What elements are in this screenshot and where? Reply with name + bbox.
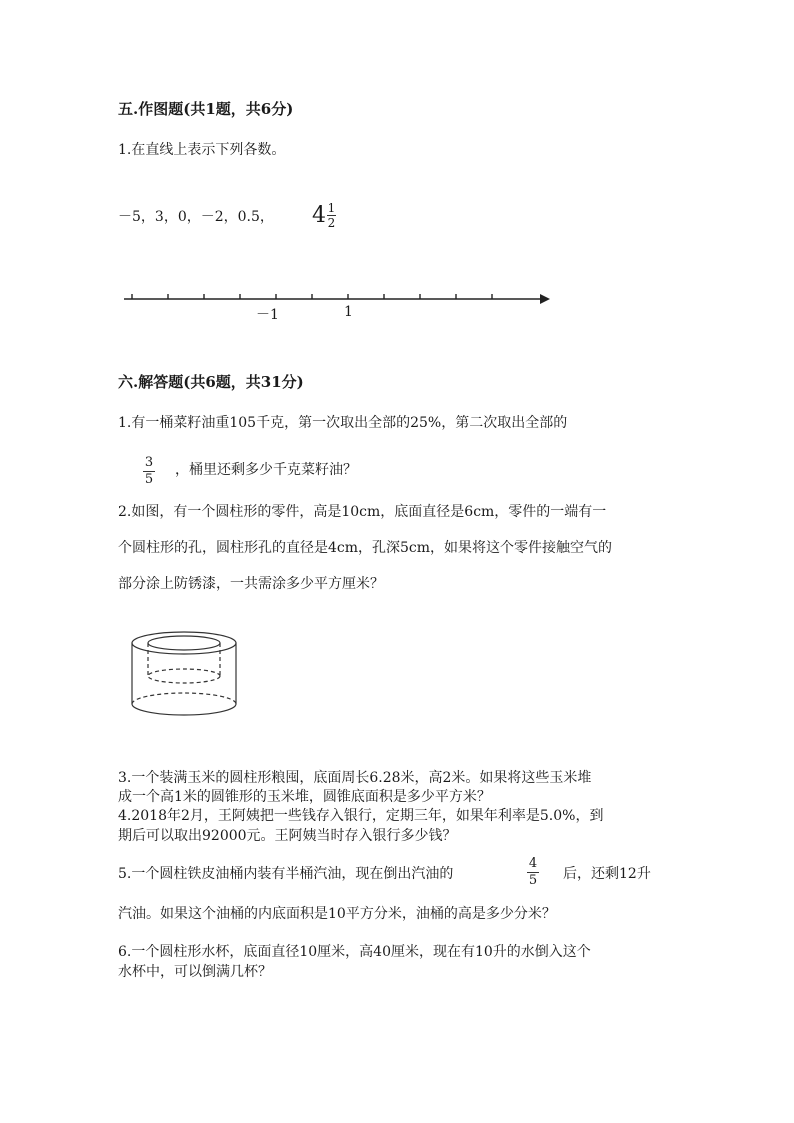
question-6-3-line2: 成一个高1米的圆锥形的玉米堆，圆锥底面积是多少平方米？: [118, 789, 491, 805]
hole-bottom-ellipse: [148, 669, 220, 683]
question-6-5-line2: 汽油。如果这个油桶的内底面积是10平方分米，油桶的高是多少分米？: [118, 906, 556, 922]
cylinder-figure: [126, 628, 246, 723]
question-6-2-line2: 个圆柱形的孔，圆柱形孔的直径是4cm，孔深5cm，如果将这个零件接触空气的: [118, 540, 613, 556]
q1-numerator: 3: [144, 455, 154, 470]
q5-fraction: [527, 857, 539, 888]
mixed-denominator: 2: [327, 216, 336, 230]
q1-denominator: 5: [144, 472, 154, 487]
section-5-title: 五.作图题(共1题，共6分): [118, 100, 294, 118]
number-line-label-neg1: －1: [256, 307, 279, 323]
question-6-1-line1: 1.有一桶菜籽油重105千克，第一次取出全部的25%，第二次取出全部的: [118, 415, 568, 431]
q5-denominator: 5: [528, 873, 538, 888]
number-line: [118, 286, 558, 316]
question-6-6-line1: 6.一个圆柱形水杯，底面直径10厘米，高40厘米，现在有10升的水倒入这个: [118, 944, 591, 960]
cylinder-bottom-back: [132, 693, 236, 704]
q1-fraction: [143, 456, 155, 487]
mixed-numerator: 1: [327, 201, 336, 215]
number-line-arrow: [540, 294, 550, 304]
mixed-whole: 4: [312, 202, 326, 228]
mixed-number: [312, 202, 336, 229]
question-6-4-line2: 期后可以取出92000元。王阿姨当时存入银行多少钱？: [118, 828, 457, 844]
q5-numerator: 4: [528, 856, 538, 871]
question-6-4-line1: 4.2018年2月，王阿姨把一些钱存入银行，定期三年，如果年利率是5.0%，到: [118, 808, 604, 824]
question-6-1-line2: ，桶里还剩多少千克菜籽油？: [175, 462, 357, 478]
question-6-2-line3: 部分涂上防锈漆，一共需涂多少平方厘米？: [118, 576, 384, 592]
question-5-1: 1.在直线上表示下列各数。: [118, 142, 286, 158]
section-6-title: 六.解答题(共6题，共31分): [118, 373, 304, 391]
question-6-2-line1: 2.如图，有一个圆柱形的零件，高是10cm，底面直径是6cm，零件的一端有一: [118, 504, 607, 520]
question-6-5-line1a: 5.一个圆柱铁皮油桶内装有半桶汽油，现在倒出汽油的: [118, 866, 454, 882]
cylinder-bottom-front: [132, 704, 236, 715]
number-line-label-1: 1: [344, 304, 353, 320]
question-6-5-line1b: 后，还剩12升: [563, 866, 651, 882]
hole-top-ellipse: [148, 636, 220, 650]
mixed-fraction: [327, 202, 336, 229]
question-6-6-line2: 水杯中，可以倒满几杯？: [118, 964, 272, 980]
question-6-3-line1: 3.一个装满玉米的圆柱形粮囤，底面周长6.28米，高2米。如果将这些玉米堆: [118, 770, 592, 786]
number-list: －5，3，0，－2，0.5，: [118, 209, 274, 225]
